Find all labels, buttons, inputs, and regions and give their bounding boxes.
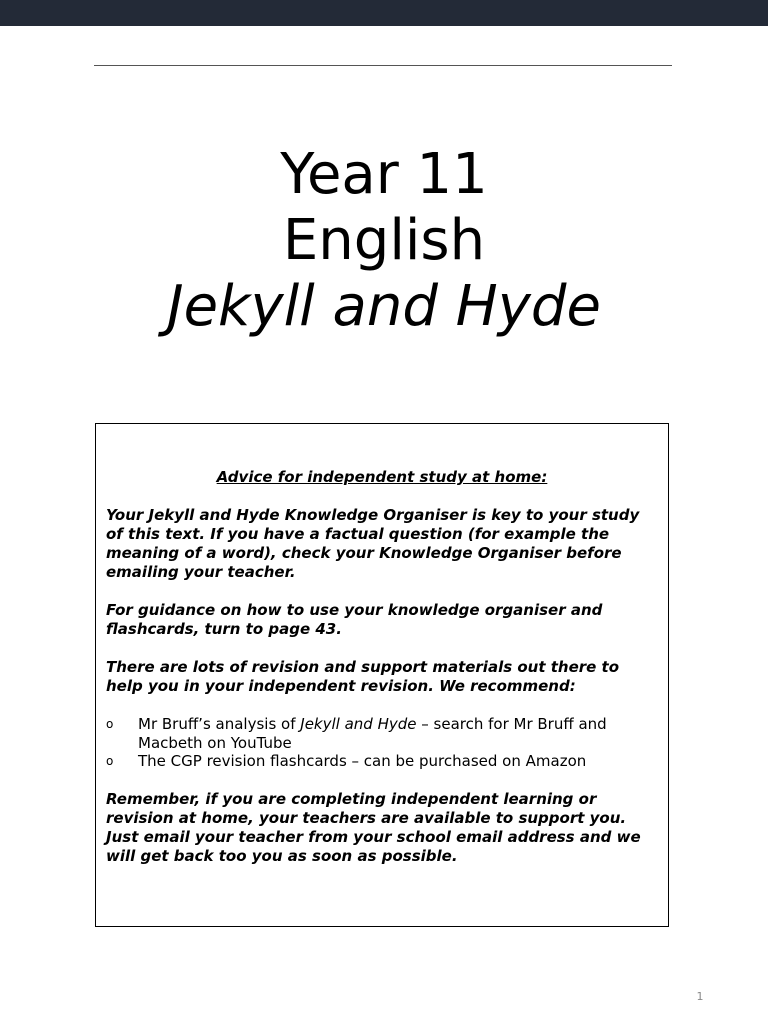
page-number: 1 — [696, 990, 704, 1003]
circle-bullet-icon: o — [106, 717, 114, 731]
recommendation-text: Mr Bruff’s analysis of — [138, 715, 301, 733]
advice-paragraph-materials: There are lots of revision and support materials out there to help you in your independent revision. We recommend: — [106, 658, 620, 695]
recommendation-list — [106, 715, 658, 771]
list-item — [106, 715, 658, 752]
advice-paragraph-guidance: For guidance on how to use your knowledge organiser and flashcards, turn to page 43. — [106, 601, 603, 638]
recommendation-text-after: – search for Mr Bruff and Macbeth on YouTube — [138, 715, 607, 752]
title-subject: English — [282, 208, 486, 273]
recommendation-text: The CGP revision flashcards – can be purchased on Amazon — [138, 752, 587, 770]
cover-title — [0, 142, 768, 340]
header-rule — [94, 65, 672, 66]
title-text: Jekyll and Hyde — [167, 274, 601, 339]
list-item — [106, 752, 658, 771]
advice-box — [95, 423, 669, 927]
advice-paragraph-knowledge-organiser: Your Jekyll and Hyde Knowledge Organiser is key to your study of this text. If you have a factual question (for example the meaning of a word), check your Knowledge Organiser before emailing your teacher. — [106, 506, 640, 581]
recommendation-italic: Jekyll and Hyde — [300, 715, 417, 733]
title-year: Year 11 — [280, 142, 488, 207]
circle-bullet-icon: o — [106, 754, 114, 768]
document-toolbar — [0, 0, 768, 26]
advice-heading: Advice for independent study at home: — [216, 468, 548, 486]
advice-paragraph-reminder: Remember, if you are completing independent learning or revision at home, your teachers are available to support you. Just email your teacher from your school email address and we will get back too you as soon as possible. — [106, 789, 641, 865]
